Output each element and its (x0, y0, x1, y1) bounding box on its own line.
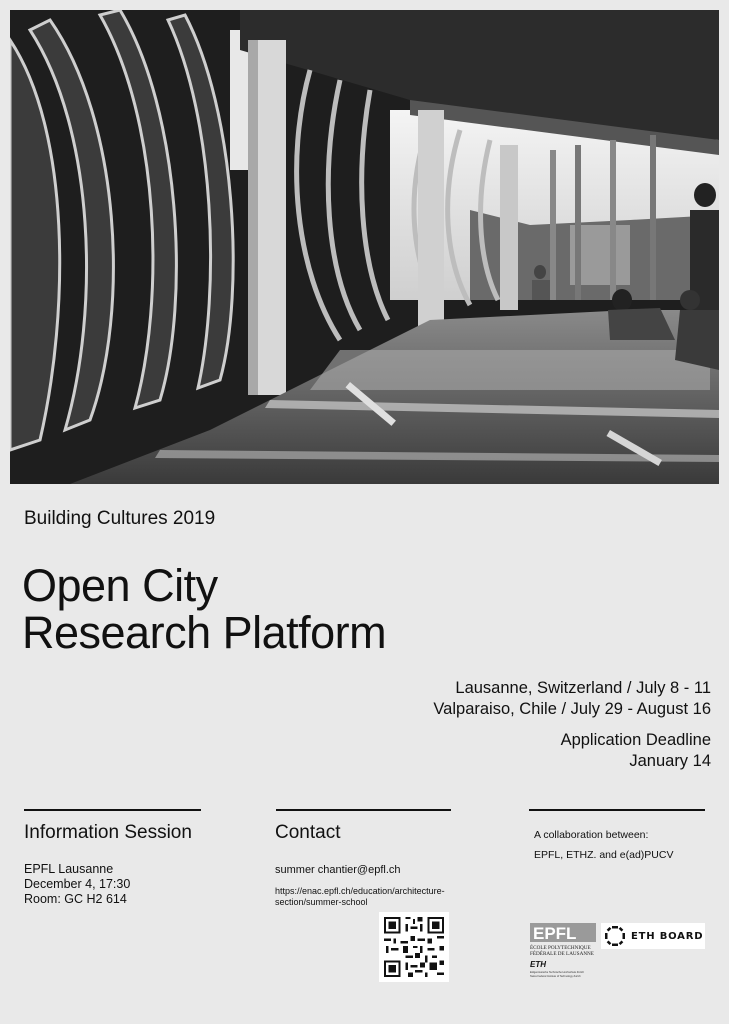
deadline-label: Application Deadline (560, 731, 711, 749)
eth-board-logo (601, 923, 705, 949)
contact-email[interactable]: summer chantier@epfl.ch (275, 864, 401, 876)
event-title (22, 562, 386, 656)
info-session-details (24, 862, 130, 907)
info-datetime: December 4, 17:30 (24, 877, 131, 891)
construction-site-photo (10, 10, 719, 484)
eth-board-mark-icon (604, 925, 626, 947)
eth-board-text: ETH BOARD (631, 930, 704, 942)
collaboration-text (534, 825, 673, 865)
epfl-eth-logo (530, 923, 598, 981)
title-line-1: Open City (22, 560, 218, 611)
info-session-heading: Information Session (24, 822, 192, 843)
contact-url[interactable] (275, 886, 455, 908)
collaboration-partners: EPFL, ETHZ. and e(ad)PUCV (534, 849, 674, 861)
date-line-valparaiso: Valparaiso, Chile / July 29 - August 16 (433, 700, 711, 718)
eth-sub-line-1: Eidgenössische Technische Hochschule Zürich (530, 971, 585, 974)
info-location: EPFL Lausanne (24, 862, 114, 876)
event-dates (433, 678, 711, 720)
epfl-sub-line-2: FÉDÉRALE DE LAUSANNE (530, 951, 594, 957)
deadline-date: January 14 (629, 752, 711, 770)
epfl-logo-text: EPFL (533, 924, 577, 943)
contact-url-line-1: https://enac.epfl.ch/education/architecture- (275, 886, 445, 896)
contact-url-line-2: section/summer-school (275, 897, 368, 907)
divider-contact (276, 809, 451, 811)
qr-code-icon[interactable] (379, 912, 449, 982)
event-subtitle: Building Cultures 2019 (24, 508, 216, 529)
title-line-2: Research Platform (22, 607, 387, 658)
contact-heading: Contact (275, 822, 341, 843)
application-deadline (561, 730, 711, 772)
epfl-sub-line-1: ÉCOLE POLYTECHNIQUE (530, 945, 591, 951)
date-line-lausanne: Lausanne, Switzerland / July 8 - 11 (455, 679, 711, 697)
collaboration-intro: A collaboration between: (534, 829, 649, 841)
eth-logo-text: ETH (530, 960, 546, 969)
divider-collaboration (529, 809, 705, 811)
info-room: Room: GC H2 614 (24, 892, 127, 906)
eth-sub-line-2: Swiss Federal Institute of Technology Zurich (530, 975, 581, 978)
divider-info (24, 809, 201, 811)
